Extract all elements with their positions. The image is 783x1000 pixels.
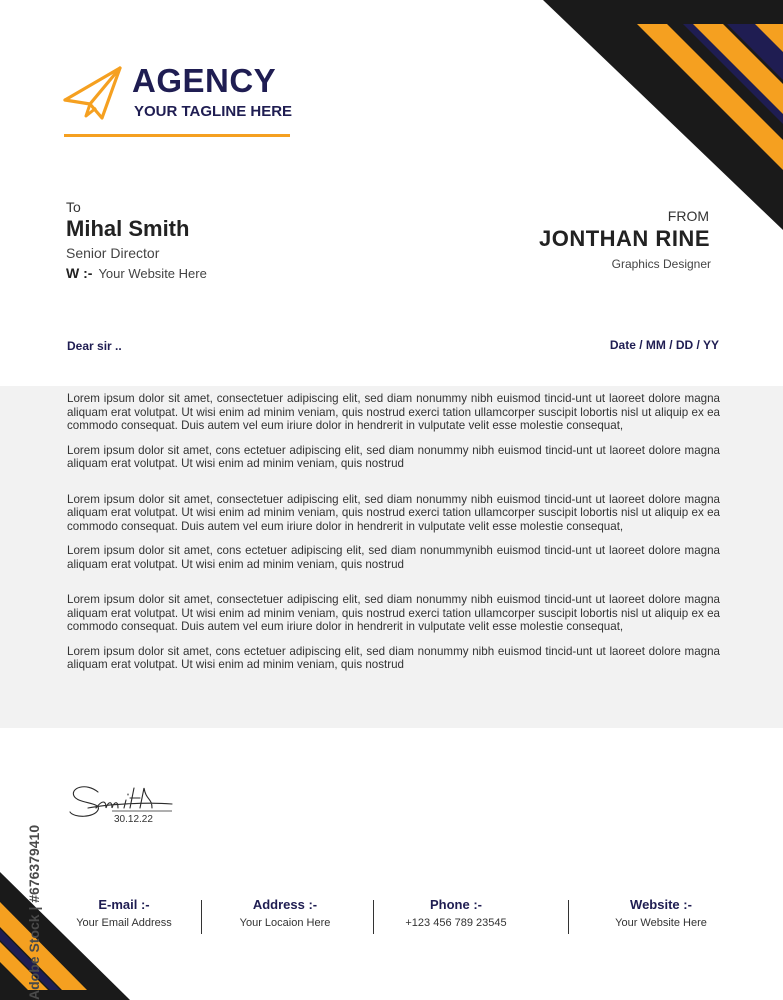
footer-divider (373, 900, 374, 934)
body-paragraph: Lorem ipsum dolor sit amet, cons ectetuer adipiscing elit, sed diam nonummy nibh euismod tincid-unt ut laoreet dolore magna aliquam erat volutpat. Ut wisi enim ad minim veniam, quis nostrud (67, 443, 720, 470)
agency-name: AGENCY (132, 62, 277, 99)
footer-divider (201, 900, 202, 934)
recipient-website (66, 265, 207, 281)
agency-tagline: YOUR TAGLINE HERE (134, 103, 293, 120)
footer-phone (376, 897, 536, 930)
paper-plane-logo-icon (60, 64, 124, 120)
footer-phone-label: Phone :- (430, 897, 482, 912)
logo (60, 62, 292, 140)
signature-date: 30.12.22 (114, 814, 153, 825)
footer-website (581, 897, 741, 930)
from-label: FROM (667, 208, 709, 224)
sender-name: JONTHAN RINE (538, 226, 710, 251)
body-paragraph: Lorem ipsum dolor sit amet, cons ectetuer adipiscing elit, sed diam nonummy nibh euismod tincid-unt ut laoreet dolore magna aliquam erat volutpat. Ut wisi enim ad minim veniam, quis nostrud (67, 644, 720, 671)
stock-id-watermark (10, 760, 42, 1000)
recipient-name: Mihal Smith (66, 216, 190, 241)
footer-phone-value: +123 456 789 23545 (405, 917, 507, 929)
stock-id-text: Adobe Stock | #676379410 (26, 824, 42, 1000)
body-paragraph: Lorem ipsum dolor sit amet, consectetuer adipiscing elit, sed diam nonummy nibh euismod tincid-unt ut laoreet dolore magna aliquam erat volutpat. Ut wisi enim ad minim veniam, quis nostrud exerci tation ullamcorper suscipit lobortis nisl ut aliquip ex ea commodo consequat. Duis autem vel eum iriure dolor in hendrerit in vulputate velit esse molestie consequat, (67, 492, 720, 533)
footer-address-label: Address :- (252, 897, 318, 912)
footer-address (205, 897, 365, 930)
date-placeholder: Date / MM / DD / YY (609, 338, 719, 352)
recipient-title: Senior Director (66, 245, 160, 261)
letter-body (67, 392, 720, 672)
sender-title: Graphics Designer (611, 257, 711, 271)
body-paragraph: Lorem ipsum dolor sit amet, consectetuer adipiscing elit, sed diam nonummy nibh euismod tincid-unt ut laoreet dolore magna aliquam erat volutpat. Ut wisi enim ad minim veniam, quis nostrud exerci tation ullamcorper suscipit lobortis nisl ut aliquip ex ea commodo consequat. Duis autem vel eum iriure dolor in hendrerit in vulputate velit esse molestie consequat, (67, 392, 720, 432)
to-label: To (66, 199, 81, 215)
body-paragraph: Lorem ipsum dolor sit amet, cons ectetuer adipiscing elit, sed diam nonummynibh euismod tincid-unt ut laoreet dolore magna aliquam erat volutpat. Ut wisi enim ad minim veniam, quis nostrud (67, 544, 720, 571)
footer-divider (568, 900, 569, 934)
recipient-website-key: W :- (66, 265, 93, 281)
footer-website-value: Your Website Here (615, 917, 707, 929)
greeting: Dear sir .. (67, 339, 122, 353)
body-paragraph: Lorem ipsum dolor sit amet, consectetuer adipiscing elit, sed diam nonummy nibh euismod tincid-unt ut laoreet dolore magna aliquam erat volutpat. Ut wisi enim ad minim veniam, quis nostrud exerci tation ullamcorper suscipit lobortis nisl ut aliquip ex ea commodo consequat. Duis autem vel eum iriure dolor in hendrerit in vulputate velit esse molestie consequat, (67, 593, 720, 633)
logo-underline (64, 134, 290, 137)
footer-website-label: Website :- (630, 897, 692, 912)
corner-decoration-top-right (543, 0, 783, 230)
footer-email-value: Your Email Address (76, 917, 172, 929)
recipient-website-value: Your Website Here (98, 266, 207, 281)
footer-email (44, 897, 204, 930)
footer-email-label: E-mail :- (98, 897, 150, 912)
footer-address-value: Your Locaion Here (239, 917, 331, 929)
